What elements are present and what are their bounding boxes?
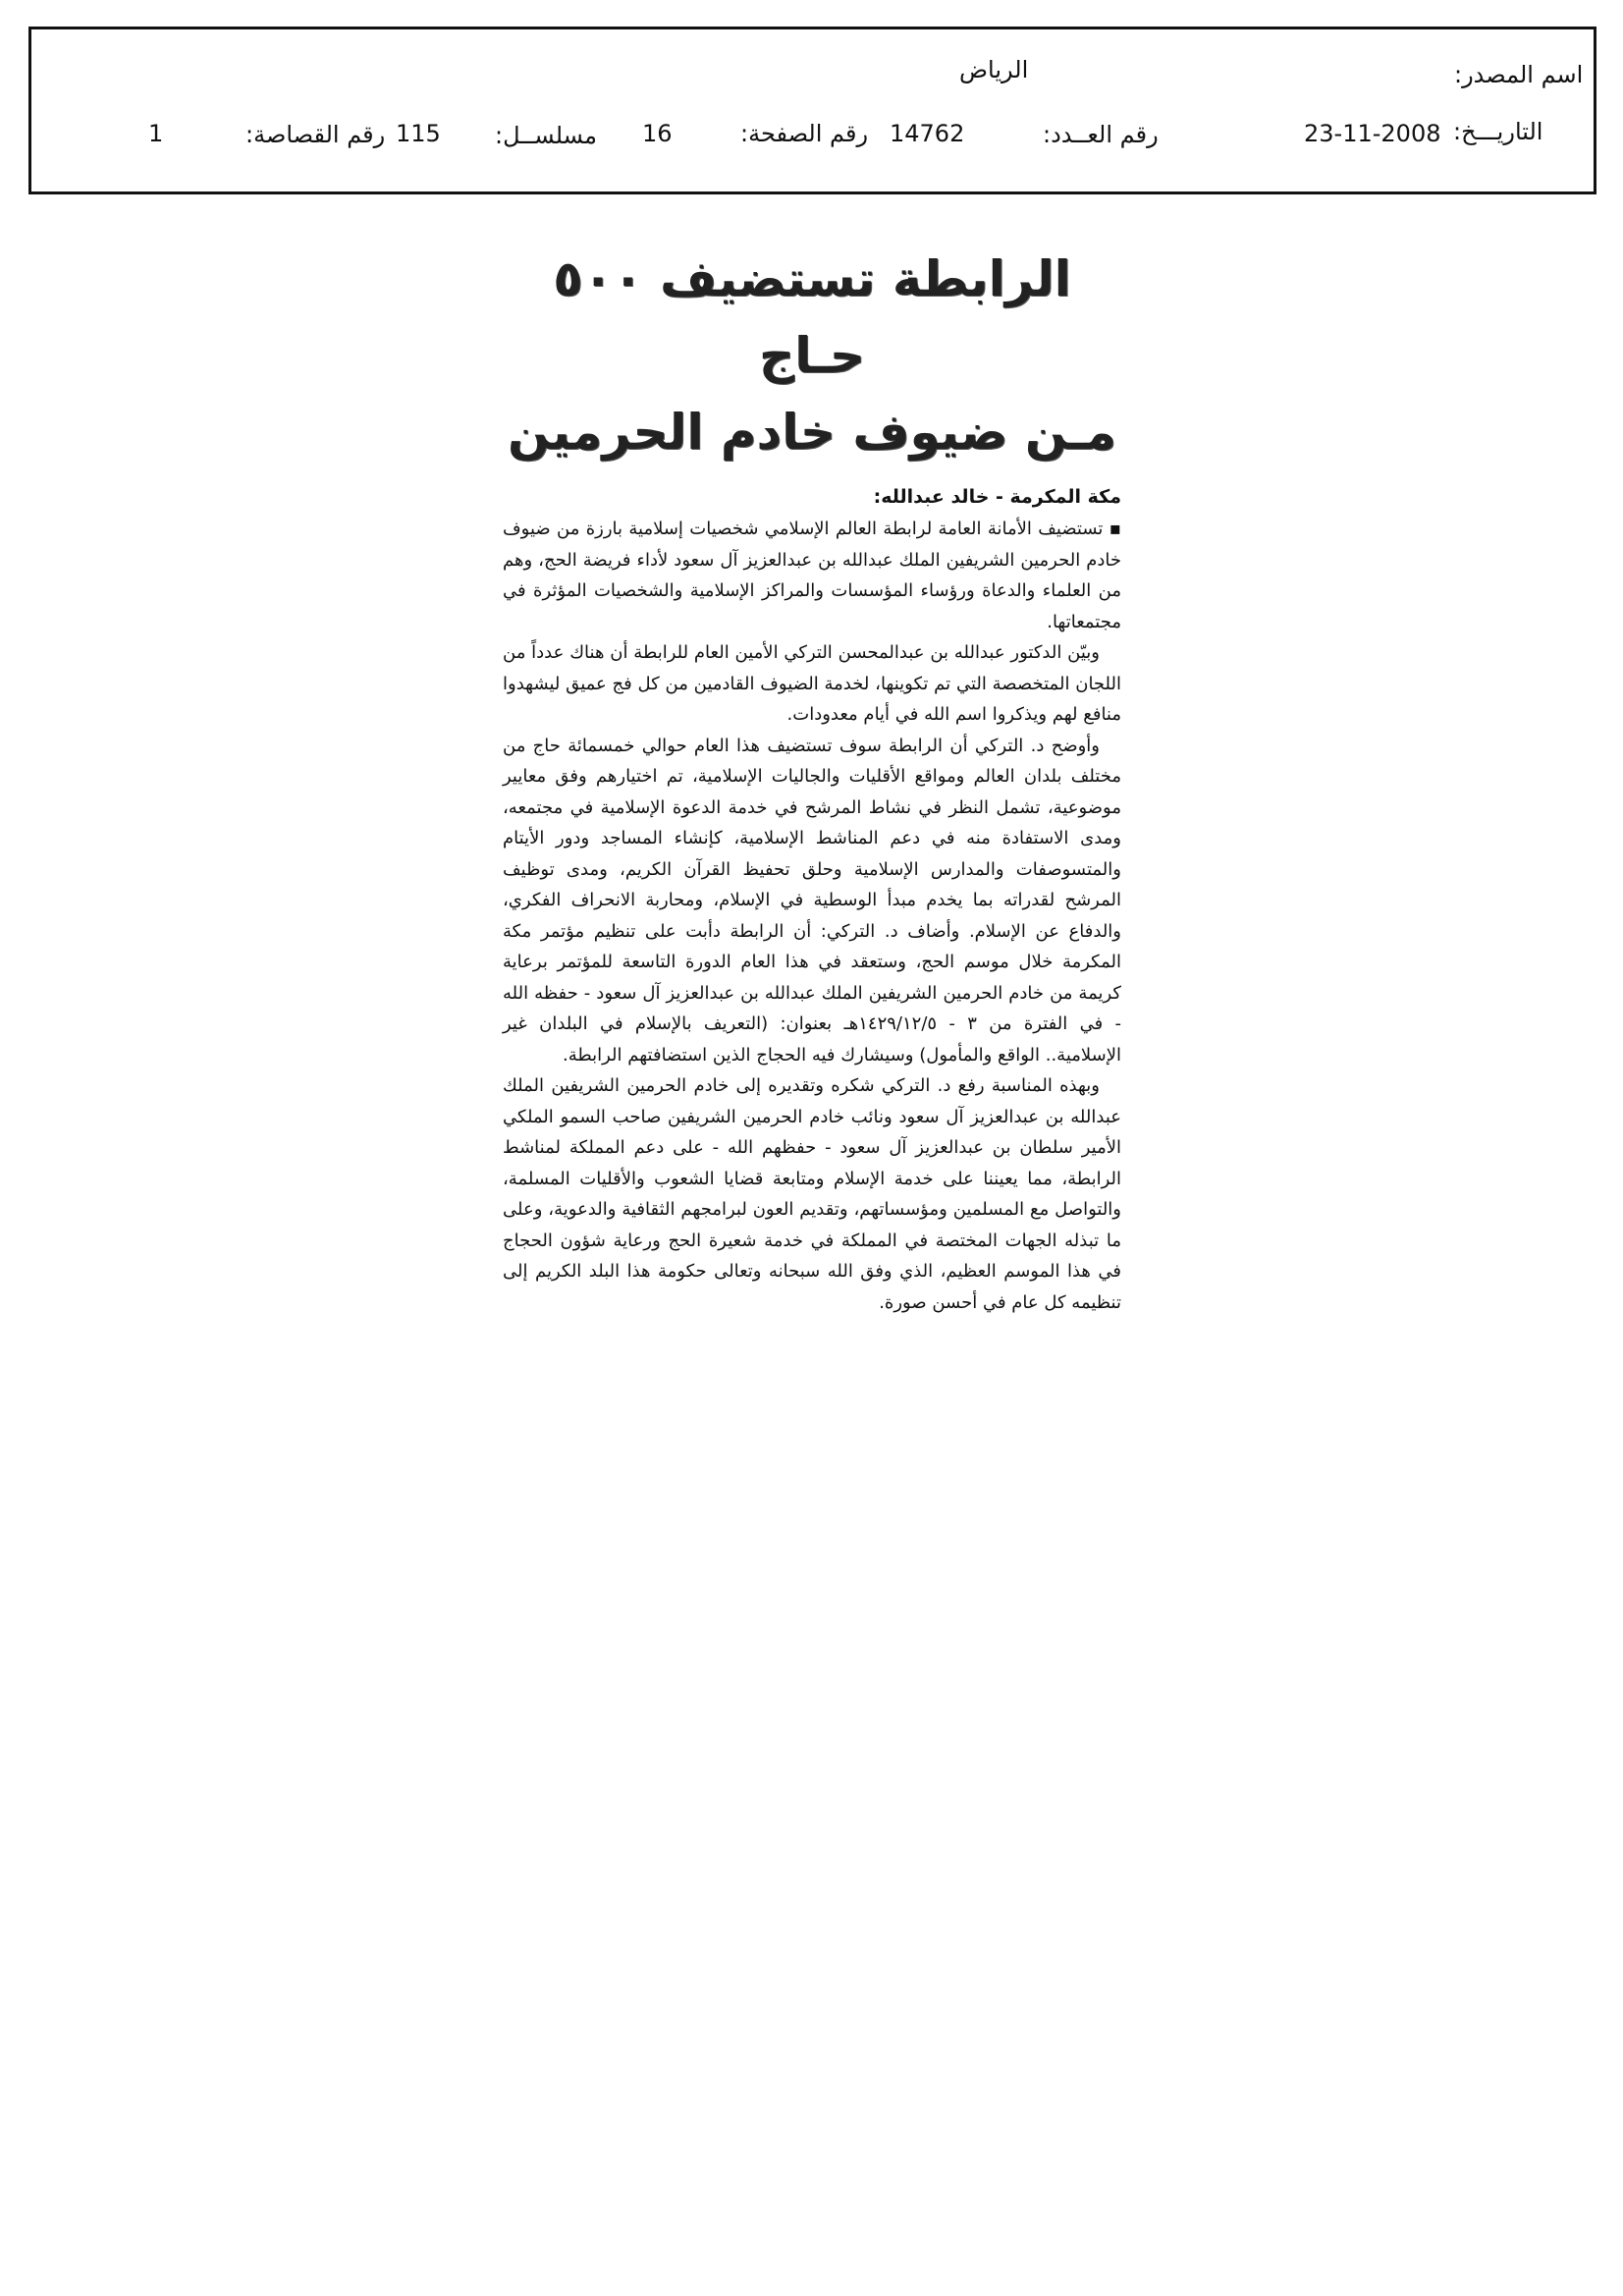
- clipping-label: رقم القصاصة:: [245, 121, 386, 148]
- date-value: 23-11-2008: [1304, 120, 1441, 147]
- serial-value: 115: [396, 120, 441, 147]
- article-paragraph: وأوضح د. التركي أن الرابطة سوف تستضيف هذا العام حوالي خمسمائة حاج من مختلف بلدان العالم ومواقع الأقليات والجاليات الإسلامية، تم اختيارهم وفق معايير موضوعية، تشمل النظر في نشاط المرشح في خدمة الدعوة الإسلامية في مجتمعه، ومدى الاستفادة منه في دعم المناشط الإسلامية، كإنشاء المساجد ودور الأيتام والمتسوصفات والمدارس الإسلامية وحلق تحفيظ القرآن الكريم، ومدى توظيف المرشح لقدراته بما يخدم مبدأ الوسطية في الإسلام، ومحاربة الانحراف الفكري، والدفاع عن الإسلام. وأضاف د. التركي: أن الرابطة دأبت على تنظيم مؤتمر مكة المكرمة خلال موسم الحج، وستعقد في هذا العام الدورة التاسعة للمؤتمر برعاية كريمة من خادم الحرمين الشريفين الملك عبدالله بن عبدالعزيز آل سعود - حفظه الله - في الفترة من ٣ - ١٤٢٩/١٢/٥هـ بعنوان: (التعريف بالإسلام في البلدان غير الإسلامية.. الواقع والمأمول) وسيشارك فيه الحجاج الذين استضافتهم الرابطة.: [503, 735, 1121, 1066]
- article-paragraph: وبهذه المناسبة رفع د. التركي شكره وتقديره إلى خادم الحرمين الشريفين الملك عبدالله بن عبدالعزيز آل سعود ونائب خادم الحرمين الشريفين صاحب السمو الملكي الأمير سلطان بن عبدالعزيز آل سعود - حفظهم الله - على دعم المملكة لمناشط الرابطة، مما يعيننا على خدمة الإسلام ومتابعة قضايا الشعوب والأقليات المسلمة، والتواصل مع المسلمين ومؤسساتهم، وتقديم العون لبرامجهم الثقافية والدعوية، وعلى ما تبذله الجهات المختصة في المملكة في خدمة شعيرة الحج ورعاية شؤون الحجاج في هذا الموسم العظيم، الذي وفق الله سبحانه وتعالى حكومة هذا البلد الكريم إلى تنظيمه كل عام في أحسن صورة.: [503, 1075, 1121, 1313]
- date-label: التاريـــخ:: [1453, 118, 1543, 145]
- page-label: رقم الصفحة:: [740, 120, 869, 147]
- serial-label: مسلســل:: [495, 122, 597, 149]
- source-value: الرياض: [959, 56, 1029, 83]
- article-paragraph: ▪ تستضيف الأمانة العامة لرابطة العالم الإسلامي شخصيات إسلامية بارزة من ضيوف خادم الحرمين الشريفين الملك عبدالله بن عبدالعزيز آل سعود لأداء فريضة الحج، وهم من العلماء والدعاة ورؤساء المؤسسات والمراكز الإسلامية والشخصيات المؤثرة في مجتمعاتها.: [503, 519, 1121, 632]
- issue-label: رقم العــدد:: [1043, 121, 1159, 148]
- clipping-value: 1: [148, 120, 164, 147]
- issue-value: 14762: [890, 120, 965, 147]
- page-value: 16: [642, 120, 673, 147]
- metadata-header-box: [28, 27, 1596, 194]
- article: [503, 241, 1121, 1318]
- source-label: اسم المصدر:: [1454, 61, 1584, 88]
- byline: مكة المكرمة - خالد عبدالله:: [873, 486, 1121, 508]
- headline-line-2: مـن ضيوف خادم الحرمين: [508, 404, 1116, 461]
- headline-line-1: الرابطة تستضيف ٥٠٠ حـاج: [553, 250, 1071, 384]
- article-paragraph: وبيّن الدكتور عبدالله بن عبدالمحسن التركي الأمين العام للرابطة أن هناك عدداً من اللجان المتخصصة التي تم تكوينها، لخدمة الضيوف القادمين من كل فج عميق ليشهدوا منافع لهم ويذكروا اسم الله في أيام معدودات.: [503, 642, 1121, 725]
